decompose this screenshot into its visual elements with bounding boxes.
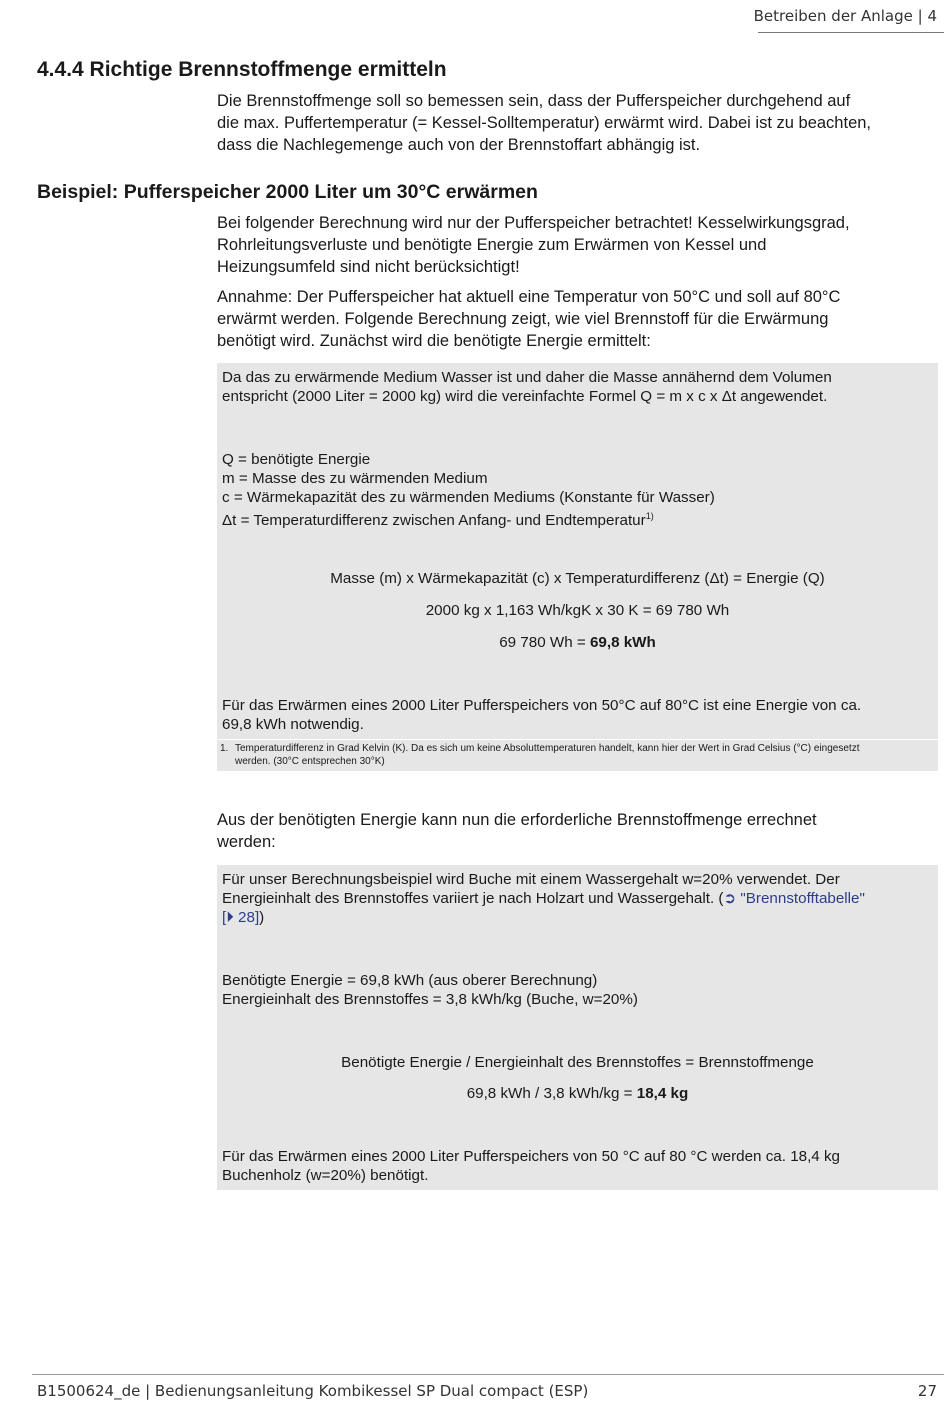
energy-calculation: 2000 kg x 1,163 Wh/kgK x 30 K = 69 780 Wh — [425, 602, 730, 619]
fuel-intro-line: werden: — [217, 833, 276, 851]
intro-line: Die Brennstoffmenge soll so bemessen sein, dass der Pufferspeicher durchgehend auf — [217, 92, 851, 110]
footnote-text — [220, 742, 930, 768]
intro-paragraph — [217, 90, 939, 156]
assumption-paragraph — [217, 286, 939, 352]
fuel-values — [222, 971, 927, 1009]
example-note-line: Heizungsumfeld sind nicht berücksichtigt! — [217, 258, 520, 276]
fuel-result-prefix: 69,8 kWh / 3,8 kWh/kg = — [466, 1085, 637, 1102]
intro-line: dass die Nachlegemenge auch von der Brennstoffart abhängig ist. — [217, 136, 701, 154]
footnote-line: werden. (30°C entsprechen 30°K) — [235, 756, 385, 767]
fuel-result — [217, 1084, 938, 1103]
energy-box-intro-line: entspricht (2000 Liter = 2000 kg) wird die vereinfachte Formel Q = m x c x Δt angewendet. — [222, 388, 828, 405]
footnote-line: Temperaturdifferenz in Grad Kelvin (K). Da es sich um keine Absoluttemperaturen handelt, kann hier der Wert in Grad Celsius (°C) eingesetzt — [235, 743, 860, 754]
energy-box-intro — [222, 368, 927, 406]
fuel-conclusion-line: Buchenholz (w=20%) benötigt. — [222, 1167, 429, 1184]
section-title: 4.4.4 Richtige Brennstoffmenge ermitteln — [37, 58, 447, 81]
page-reference-open: [ — [222, 909, 227, 926]
example-note-line: Rohrleitungsverluste und benötigte Energie zum Erwärmen von Kessel und — [217, 236, 767, 254]
assumption-line: erwärmt werden. Folgende Berechnung zeigt, wie viel Brennstoff für die Erwärmung — [217, 310, 829, 328]
definition-q: Q = benötigte Energie — [222, 451, 371, 468]
fuel-calculation-box — [217, 865, 938, 1190]
intro-line: die max. Puffertemperatur (= Kessel-Solltemperatur) erwärmt wird. Dabei ist zu beachten, — [217, 114, 872, 132]
footnote — [220, 742, 930, 768]
example-note-paragraph — [217, 212, 939, 278]
footer-document-id: B1500624_de | Bedienungsanleitung Kombikessel SP Dual compact (ESP) — [37, 1382, 589, 1400]
assumption-line: Annahme: Der Pufferspeicher hat aktuell eine Temperatur von 50°C und soll auf 80°C — [217, 288, 841, 306]
definition-m: m = Masse des zu wärmenden Medium — [222, 470, 488, 487]
energy-box-intro-line: Da das zu erwärmende Medium Wasser ist und daher die Masse annähernd dem Volumen — [222, 369, 832, 386]
fuel-conclusion — [222, 1147, 927, 1185]
cross-reference-link[interactable] — [723, 890, 864, 907]
page-reference-number: 28] — [233, 909, 260, 926]
fuel-intro-line: Aus der benötigten Energie kann nun die erforderliche Brennstoffmenge errechnet — [217, 811, 817, 829]
fuel-box-intro-line: Energieinhalt des Brennstoffes variiert je nach Holzart und Wassergehalt. ( — [222, 890, 724, 907]
fuel-box-intro-line: Für unser Berechnungsbeispiel wird Buche mit einem Wassergehalt w=20% verwendet. Der — [222, 871, 840, 888]
fuel-result-value: 18,4 kg — [636, 1085, 689, 1102]
page-number: 27 — [917, 1382, 937, 1400]
energy-conclusion-line: Für das Erwärmen eines 2000 Liter Pufferspeichers von 50°C auf 80°C ist eine Energie von ca. — [222, 697, 862, 714]
footnote-marker: 1) — [645, 511, 654, 521]
fuel-formula: Benötigte Energie / Energieinhalt des Brennstoffes = Brennstoffmenge — [341, 1054, 814, 1071]
energy-result-prefix: 69 780 Wh = — [499, 634, 590, 651]
fuel-intro-paragraph — [217, 809, 939, 853]
energy-result — [217, 633, 938, 652]
energy-result-value: 69,8 kWh — [589, 634, 656, 651]
variable-definitions — [222, 450, 927, 530]
cross-reference-close: ) — [259, 909, 265, 926]
running-header: Betreiben der Anlage | 4 — [753, 7, 937, 25]
fuel-box-intro — [222, 870, 927, 927]
cross-reference-arrow-icon: ➲ — [723, 890, 737, 907]
footer-rule — [32, 1374, 944, 1375]
required-energy: Benötigte Energie = 69,8 kWh (aus oberer Berechnung) — [222, 972, 598, 989]
energy-conclusion — [222, 696, 927, 734]
definition-c: c = Wärmekapazität des zu wärmenden Mediums (Konstante für Wasser) — [222, 489, 715, 506]
definition-dt: Δt = Temperaturdifferenz zwischen Anfang- und Endtemperatur — [222, 512, 646, 530]
footnote-number: 1. — [220, 743, 229, 754]
page-reference-link[interactable] — [222, 909, 259, 926]
fuel-energy-content: Energieinhalt des Brennstoffes = 3,8 kWh/kg (Buche, w=20%) — [222, 991, 638, 1008]
cross-reference-title: "Brennstofftabelle" — [736, 890, 865, 907]
energy-formula: Masse (m) x Wärmekapazität (c) x Temperaturdifferenz (Δt) = Energie (Q) — [330, 570, 825, 587]
assumption-line: benötigt wird. Zunächst wird die benötigte Energie ermittelt: — [217, 332, 651, 350]
energy-conclusion-line: 69,8 kWh notwendig. — [222, 716, 364, 733]
fuel-conclusion-line: Für das Erwärmen eines 2000 Liter Pufferspeichers von 50 °C auf 80 °C werden ca. 18,4 kg — [222, 1148, 841, 1165]
example-note-line: Bei folgender Berechnung wird nur der Pufferspeicher betrachtet! Kesselwirkungsgrad, — [217, 214, 850, 232]
energy-calculation-box — [217, 363, 938, 739]
page-reference-triangle-icon: ⏵ — [226, 909, 234, 926]
header-rule — [758, 32, 944, 33]
example-heading: Beispiel: Pufferspeicher 2000 Liter um 30°C erwärmen — [37, 181, 538, 203]
